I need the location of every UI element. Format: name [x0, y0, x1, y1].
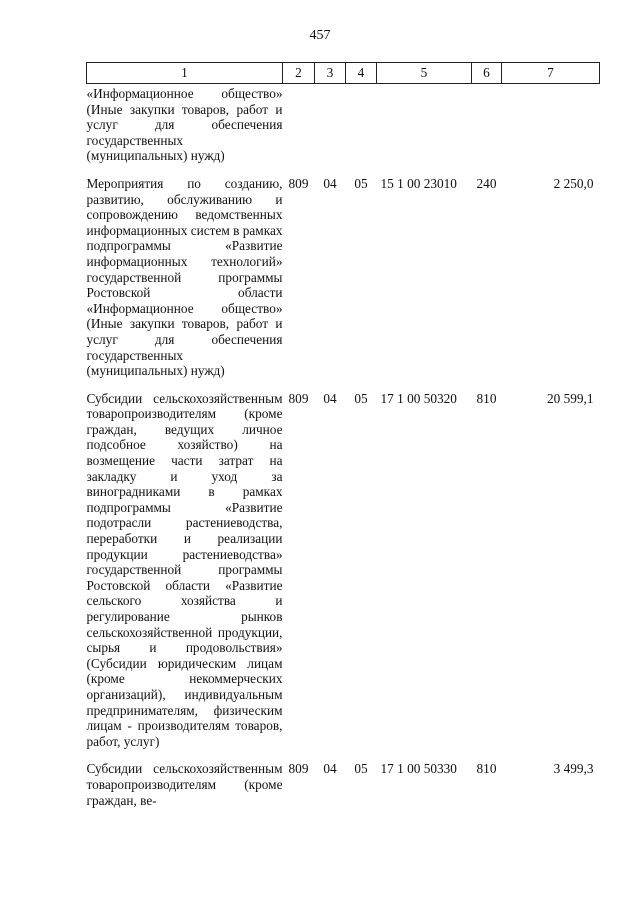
- row-subsection: 05: [354, 761, 368, 777]
- row-description: Мероприятия по созданию, развитию, обслуживанию и сопровождению ведомственных информационных систем в рамках подпрограммы «Развитие информационных технологий» государственной программы Ростовской области «Информационное общество» (Иные закупки товаров, работ и услуг для обеспечения государственных (муниципальных) нужд): [86, 175, 283, 379]
- row-section: 04: [323, 761, 337, 777]
- header-col-2: 2: [283, 63, 315, 84]
- row-section: 04: [323, 390, 337, 406]
- row-amount: [502, 84, 600, 164]
- table-row: [87, 761, 600, 808]
- table-header-row: [87, 63, 600, 84]
- row-subsection: 05: [354, 390, 368, 406]
- header-col-3: 3: [315, 63, 346, 84]
- row-description: Субсидии сельскохозяйственным товаропроизводителям (кроме граждан, ве-: [86, 761, 283, 808]
- header-col-1: 1: [87, 63, 283, 84]
- header-col-6: 6: [472, 63, 502, 84]
- row-department-code: 809: [288, 175, 309, 191]
- row-expense-type: 240: [476, 175, 497, 191]
- row-expense-type: [472, 84, 502, 164]
- row-target-article: 17 1 00 50320: [380, 390, 457, 406]
- table-row: [87, 176, 600, 379]
- header-col-5: 5: [377, 63, 472, 84]
- row-subsection: [346, 84, 377, 164]
- row-section: 04: [323, 175, 337, 191]
- row-subsection: 05: [354, 175, 368, 191]
- row-department-code: [283, 84, 315, 164]
- row-amount: 3 499,3: [553, 761, 594, 777]
- header-col-7: 7: [502, 63, 600, 84]
- table-row: [87, 84, 600, 164]
- table-row: [87, 391, 600, 750]
- row-department-code: 809: [288, 761, 309, 777]
- row-amount: 20 599,1: [546, 390, 594, 406]
- header-col-4: 4: [346, 63, 377, 84]
- row-target-article: 17 1 00 50330: [380, 761, 457, 777]
- page-number: 457: [309, 28, 331, 43]
- row-description: «Информационное общество» (Иные закупки товаров, работ и услуг для обеспечения государственных (муниципальных) нужд): [86, 86, 283, 164]
- budget-table: [86, 62, 600, 808]
- row-target-article: [377, 84, 472, 164]
- row-section: [315, 84, 346, 164]
- row-target-article: 15 1 00 23010: [380, 175, 457, 191]
- row-expense-type: 810: [476, 390, 497, 406]
- row-expense-type: 810: [476, 761, 497, 777]
- row-department-code: 809: [288, 390, 309, 406]
- row-amount: 2 250,0: [553, 175, 594, 191]
- row-description: Субсидии сельскохозяйственным товаропроизводителям (кроме граждан, ведущих личное подсобное хозяйство) на возмещение части затрат на закладку и уход за виноградниками в рамках подпрограммы «Развитие подотрасли растениеводства, переработки и реализации продукции растениеводства» государственной программы Ростовской области «Развитие сельского хозяйства и регулирование рынков сельскохозяйственной продукции, сырья и продовольствия» (Субсидии юридическим лицам (кроме некоммерческих организаций), индивидуальным предпринимателям, физическим лицам - производителям товаров, работ, услуг): [86, 390, 283, 749]
